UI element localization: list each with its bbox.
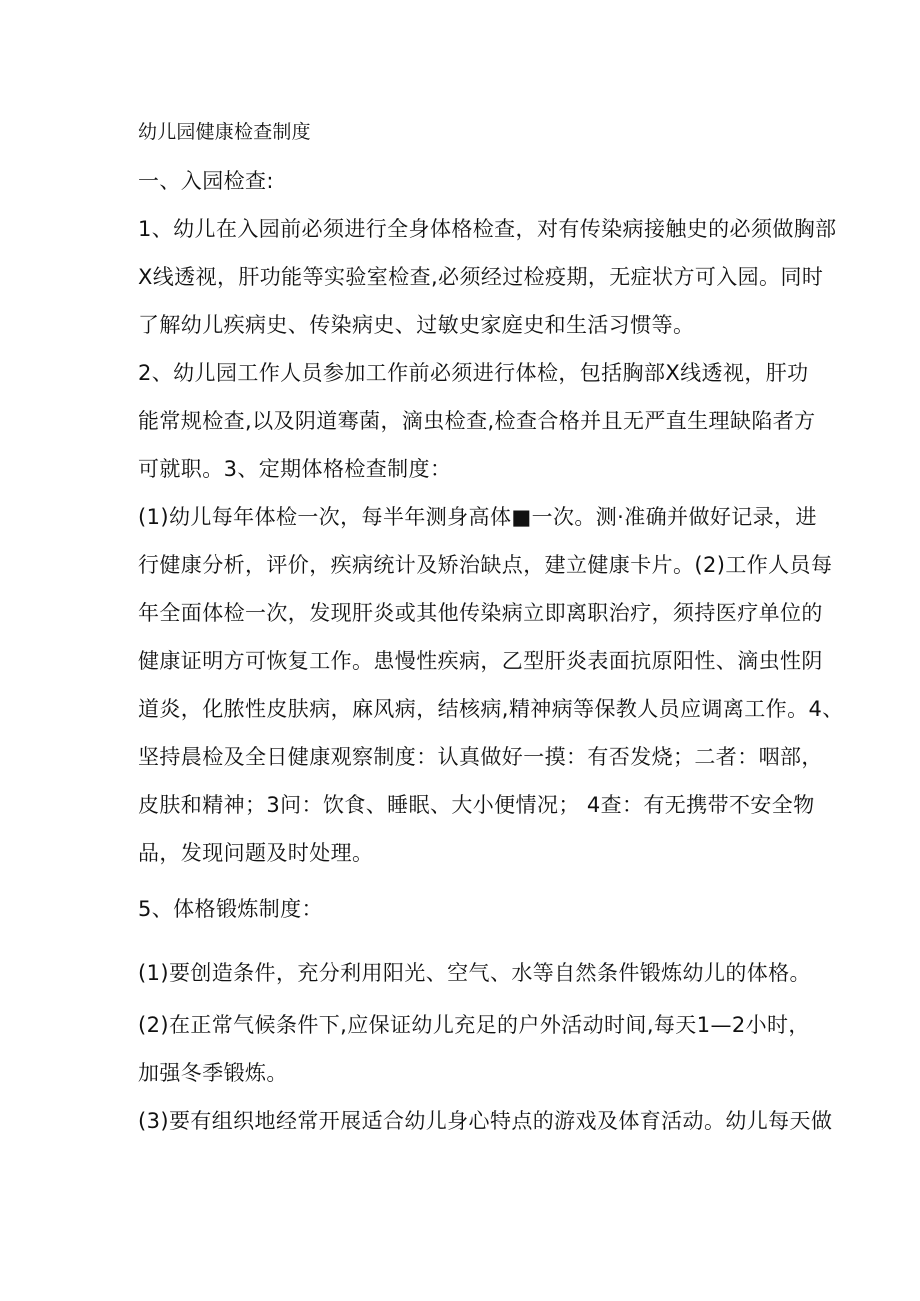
text-line: 1、幼儿在入园前必须进行全身体格检查，对有传染病接触史的必须做胸部: [138, 217, 837, 241]
text-line: 年全面体检一次，发现肝炎或其他传染病立即离职治疗，须持医疗单位的: [138, 601, 823, 625]
text-line: (2)在正常气候条件下,应保证幼儿充足的户外活动时间,每天1—2小时，: [138, 1013, 810, 1037]
text-line: (3)要有组织地经常开展适合幼儿身心特点的游戏及体育活动。幼儿每天做: [138, 1109, 833, 1133]
text-line: 5、体格锻炼制度：: [138, 897, 323, 921]
text-line: 道炎，化脓性皮肤病，麻风病，结核病,精神病等保教人员应调离工作。4、: [138, 697, 844, 721]
text-line: 了解幼儿疾病史、传染病史、过敏史家庭史和生活习惯等。: [138, 313, 695, 337]
text-line: X线透视，肝功能等实验室检查,必须经过检疫期，无症状方可入园。同时: [138, 265, 824, 289]
text-line: (1)幼儿每年体检一次，每半年测身高体■一次。测·准确并做好记录，进: [138, 505, 817, 529]
text-line: 可就职。3、定期体格检查制度：: [138, 457, 452, 481]
text-line: 行健康分析，评价，疾病统计及矫治缺点，建立健康卡片。(2)工作人员每: [138, 553, 833, 577]
text-line: (1)要创造条件，充分利用阳光、空气、水等自然条件锻炼幼儿的体格。: [138, 961, 811, 985]
text-line: 坚持晨检及全日健康观察制度：认真做好一摸：有否发烧；二者：咽部，: [138, 745, 823, 769]
text-line: 健康证明方可恢复工作。患慢性疾病，乙型肝炎表面抗原阳性、滴虫性阴: [138, 649, 823, 673]
text-line: 2、幼儿园工作人员参加工作前必须进行体检，包括胸部X线透视，肝功: [138, 361, 809, 385]
text-line: 加强冬季锻炼。: [138, 1061, 288, 1085]
document-title: 幼儿园健康检查制度: [138, 121, 311, 143]
text-line: 品，发现问题及时处理。: [138, 841, 374, 865]
text-line: 皮肤和精神；3问：饮食、睡眠、大小便情况； 4查：有无携带不安全物: [138, 793, 815, 817]
text-line: 能常规检查,以及阴道骞菌，滴虫检查,检查合格并且无严直生理缺陷者方: [138, 409, 816, 433]
text-line: 一、入园检查:: [138, 169, 274, 193]
